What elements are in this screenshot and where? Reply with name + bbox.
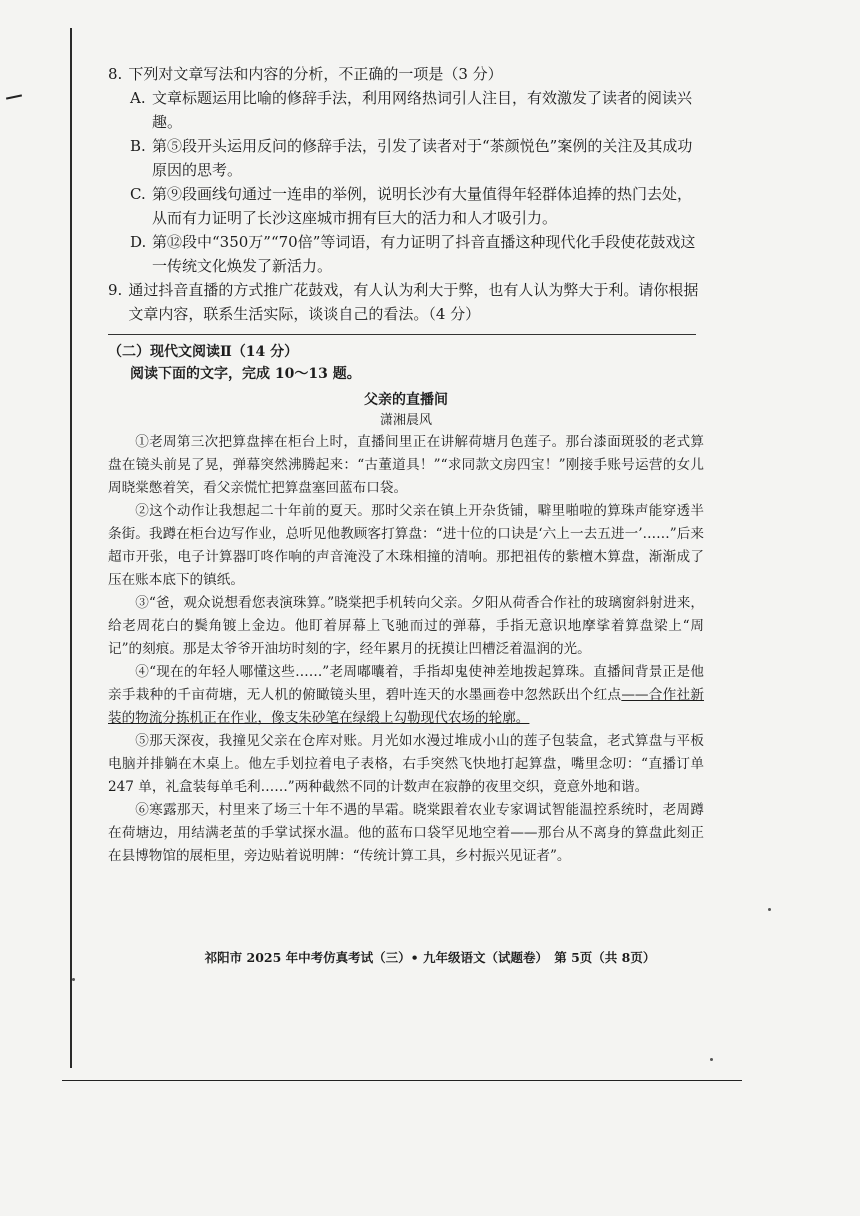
option-b [108,134,704,182]
page-footer: 祁阳市 2025 年中考仿真考试（三）• 九年级语文（试题卷） 第 5页（共 8页） [204,950,656,965]
option-a-key: A. [130,89,146,107]
scan-speck [72,978,75,981]
option-b-key: B. [130,137,146,155]
paragraph-6: ⑥寒露那天，村里来了场三十年不遇的旱霜。晓棠跟着农业专家调试智能温控系统时，老周蹲在荷塘边，用结满老茧的手掌试探水温。他的蓝布口袋罕见地空着——那台从不离身的算盘此刻正在县博物馆的展柜里，旁边贴着说明牌：“传统计算工具，乡村振兴见证者”。 [108,802,704,864]
section-divider [108,334,696,335]
paragraph-5: ⑤那天深夜，我撞见父亲在仓库对账。月光如水漫过堆成小山的莲子包装盒，老式算盘与平板电脑并排躺在木桌上。他左手划拉着电子表格，右手突然飞快地打起算盘，嘴里念叨：“直播订单 247 单，礼盒装每单毛利……”两种截然不同的计数声在寂静的夜里交织，竟意外地和谐。 [108,733,704,795]
question-8-stem: 下列对文章写法和内容的分析，不正确的一项是（3 分） [128,65,503,83]
question-8-number: 8. [108,65,123,83]
scan-speck [768,908,771,911]
question-8 [108,62,704,86]
question-9-number: 9. [108,281,123,299]
option-a [108,86,704,134]
paragraph-1: ①老周第三次把算盘摔在柜台上时，直播间里正在讲解荷塘月色莲子。那台漆面斑驳的老式算盘在镜头前晃了晃，弹幕突然沸腾起来：“古董道具！”“求同款文房四宝！”刚接手账号运营的女儿周晓棠憋着笑，看父亲慌忙把算盘塞回蓝布口袋。 [108,434,704,496]
option-a-text: 文章标题运用比喻的修辞手法，利用网络热词引人注目，有效激发了读者的阅读兴趣。 [152,89,693,131]
pen-mark [6,94,22,99]
question-9-text: 通过抖音直播的方式推广花鼓戏，有人认为利大于弊，也有人认为弊大于利。请你根据文章内容，联系生活实际，谈谈自己的看法。（4 分） [128,281,699,323]
option-c-key: C. [130,185,146,203]
paragraph-2: ②这个动作让我想起二十年前的夏天。那时父亲在镇上开杂货铺，噼里啪啦的算珠声能穿透半条街。我蹲在柜台边写作业，总听见他教顾客打算盘：“进十位的口诀是‘六上一去五进一’……”后来超市开张，电子计算器叮咚作响的声音淹没了木珠相撞的清响。那把祖传的紫檀木算盘，渐渐成了压在账本底下的镇纸。 [108,503,704,588]
article-author: 潇湘晨风 [379,413,432,428]
bottom-rule [62,1080,742,1081]
paragraph-4 [108,661,704,730]
section-instruction: 阅读下面的文字，完成 10～13 题。 [130,366,361,382]
option-d-text: 第⑫段中“350万”“70倍”等词语，有力证明了抖音直播这种现代化手段使花鼓戏这一传统文化焕发了新活力。 [152,233,696,275]
margin-line [70,28,72,1068]
option-b-text: 第⑤段开头运用反问的修辞手法，引发了读者对于“茶颜悦色”案例的关注及其成功原因的思考。 [152,137,693,179]
page-content [108,62,704,868]
underlined-sentence: ——合作社新装的物流分拣机正在作业，像支朱砂笔在绿缎上勾勒现代农场的轮廓。 [108,687,705,726]
question-9 [108,278,704,326]
paragraph-3: ③“爸，观众说想看您表演珠算。”晓棠把手机转向父亲。夕阳从荷香合作社的玻璃窗斜射进来，给老周花白的鬓角镀上金边。他盯着屏幕上飞驰而过的弹幕，手指无意识地摩挲着算盘梁上“周记”的刻痕。那是太爷爷开油坊时刻的字，经年累月的抚摸让凹槽泛着温润的光。 [108,595,704,657]
paragraph-4-text: ④“现在的年轻人哪懂这些……”老周嘟囔着，手指却鬼使神差地拨起算珠。直播间背景正是他亲手栽种的千亩荷塘，无人机的俯瞰镜头里，碧叶连天的水墨画卷中忽然跃出个红点 [108,664,704,703]
option-c-text: 第⑨段画线句通过一连串的举例，说明长沙有大量值得年轻群体追捧的热门去处，从而有力证明了长沙这座城市拥有巨大的活力和人才吸引力。 [152,185,693,227]
article-title: 父亲的直播间 [364,392,448,408]
scan-speck [710,1058,713,1061]
option-d [108,230,704,278]
option-c [108,182,704,230]
option-d-key: D. [130,233,147,251]
section-title: （二）现代文阅读Ⅱ（14 分） [108,344,299,360]
